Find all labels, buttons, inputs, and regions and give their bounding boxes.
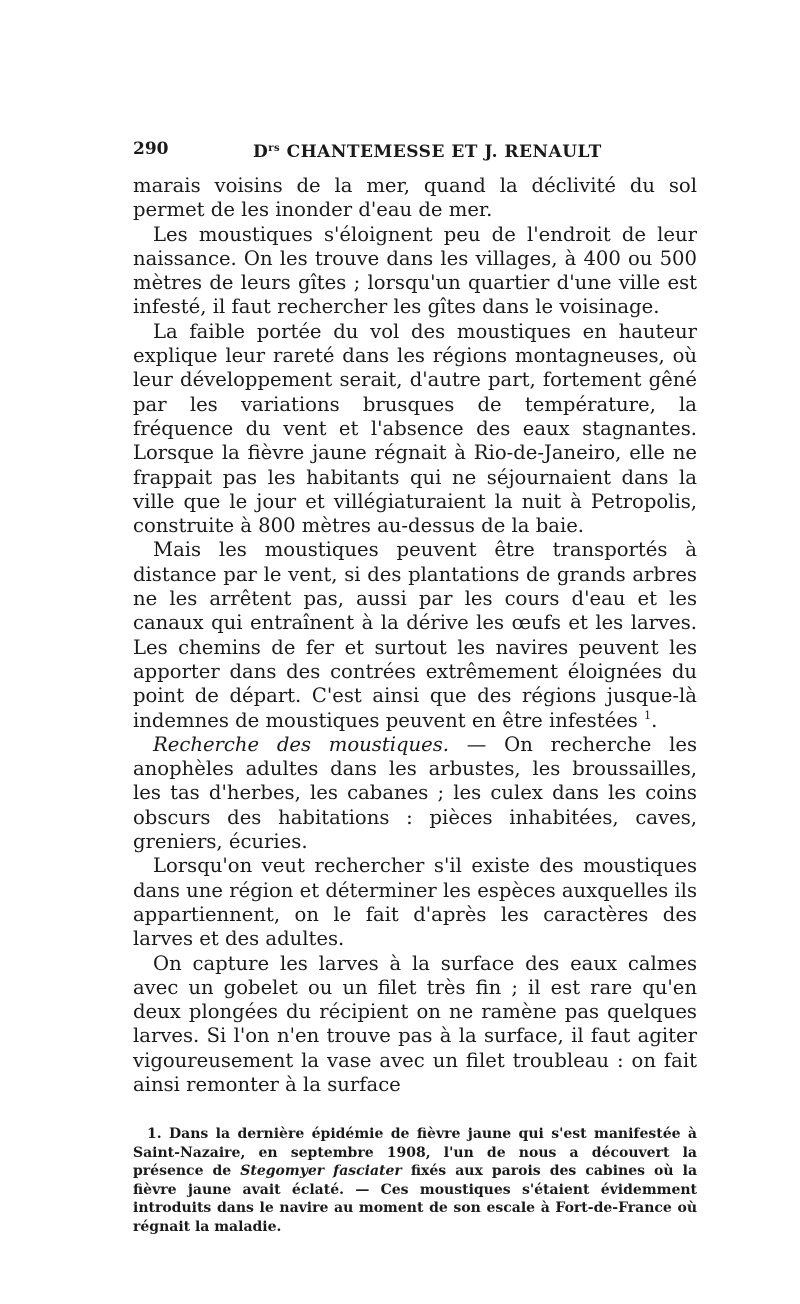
running-title-prefix: D <box>253 142 269 162</box>
running-head <box>133 136 697 162</box>
section-heading: Recherche des moustiques. <box>153 732 450 756</box>
footnote-species: Stegomyer fasciater <box>240 1163 402 1180</box>
paragraph-1: marais voisins de la mer, quand la déclivité du sol permet de les inonder d'eau de mer. <box>133 174 697 222</box>
paragraph-3: La faible portée du vol des moustiques en hauteur explique leur rareté dans les régions montagneuses, où leur développement serait, d'autre part, fortement gêné par les variations brusques de température, la fréquence du vent et l'absence des eaux stagnantes. Lorsque la fièvre jaune régnait à Rio-de-Janeiro, elle ne frappait pas les habitants qui ne séjournaient dans la ville que le jour et villégiaturaient la nuit à Petropolis, construite à 800 mètres au-dessus de la baie. <box>133 319 697 538</box>
paragraph-4-end: . <box>651 708 658 732</box>
section-dash: — <box>449 732 505 756</box>
page-number: 290 <box>133 139 169 159</box>
footnote-text-after: fixés aux parois des cabines où la fièvre jaune avait éclaté. — Ces moustiques s'étaient évidemment introduits dans le navire au moment de son escale à Fort-de-France où régnait la maladie. <box>133 1163 698 1235</box>
paragraph-7: On capture les larves à la surface des eaux calmes avec un gobelet ou un filet très fin ; il est rare qu'en deux plongées du récipient on ne ramène pas quelques larves. Si l'on n'en trouve pas à la surface, il faut agiter vigoureusement la vase avec un filet troubleau : on fait ainsi remonter à la surface <box>133 951 697 1096</box>
book-page <box>133 136 697 1236</box>
running-title-sup: rs <box>268 143 281 154</box>
paragraph-4-text: Mais les moustiques peuvent être transportés à distance par le vent, si des plantations de grands arbres ne les arrêtent pas, aussi par les cours d'eau et les canaux qui entraînent à la dérive les œufs et les larves. Les chemins de fer et surtout les navires peuvent les apporter dans des contrées extrêmement éloignées du point de départ. C'est ainsi que des régions jusque-là indemnes de moustiques peuvent en être infestées <box>133 538 697 732</box>
footnote-number: 1. <box>147 1126 162 1143</box>
paragraph-4 <box>133 538 697 732</box>
footnote-text-before: Dans la dernière épidémie de fièvre jaune qui s'est manifestée à Saint-Nazaire, en septembre 1908, l'un de nous a découvert la présence de <box>133 1126 697 1180</box>
paragraph-2: Les moustiques s'éloignent peu de l'endroit de leur naissance. On les trouve dans les villages, à 400 ou 500 mètres de leurs gîtes ; lorsqu'un quartier d'une ville est infesté, il faut rechercher les gîtes dans le voisinage. <box>133 222 697 319</box>
footnote-reference: 1 <box>644 708 652 722</box>
paragraph-5 <box>133 733 697 854</box>
paragraph-5-text: On recherche les anophèles adultes dans les arbustes, les broussailles, les tas d'herbes, les cabanes ; les culex dans les coins obscurs des habitations : pièces inhabitées, caves, greniers, écuries. <box>133 732 697 854</box>
paragraph-6: Lorsqu'on veut rechercher s'il existe des moustiques dans une région et déterminer les espèces auxquelles ils appartiennent, on le fait d'après les caractères des larves et des adultes. <box>133 854 697 951</box>
running-title-rest: CHANTEMESSE ET J. RENAULT <box>280 142 602 162</box>
running-title <box>253 136 602 165</box>
body-text <box>133 174 697 1097</box>
footnote-1 <box>133 1125 697 1236</box>
footnotes <box>133 1125 697 1236</box>
